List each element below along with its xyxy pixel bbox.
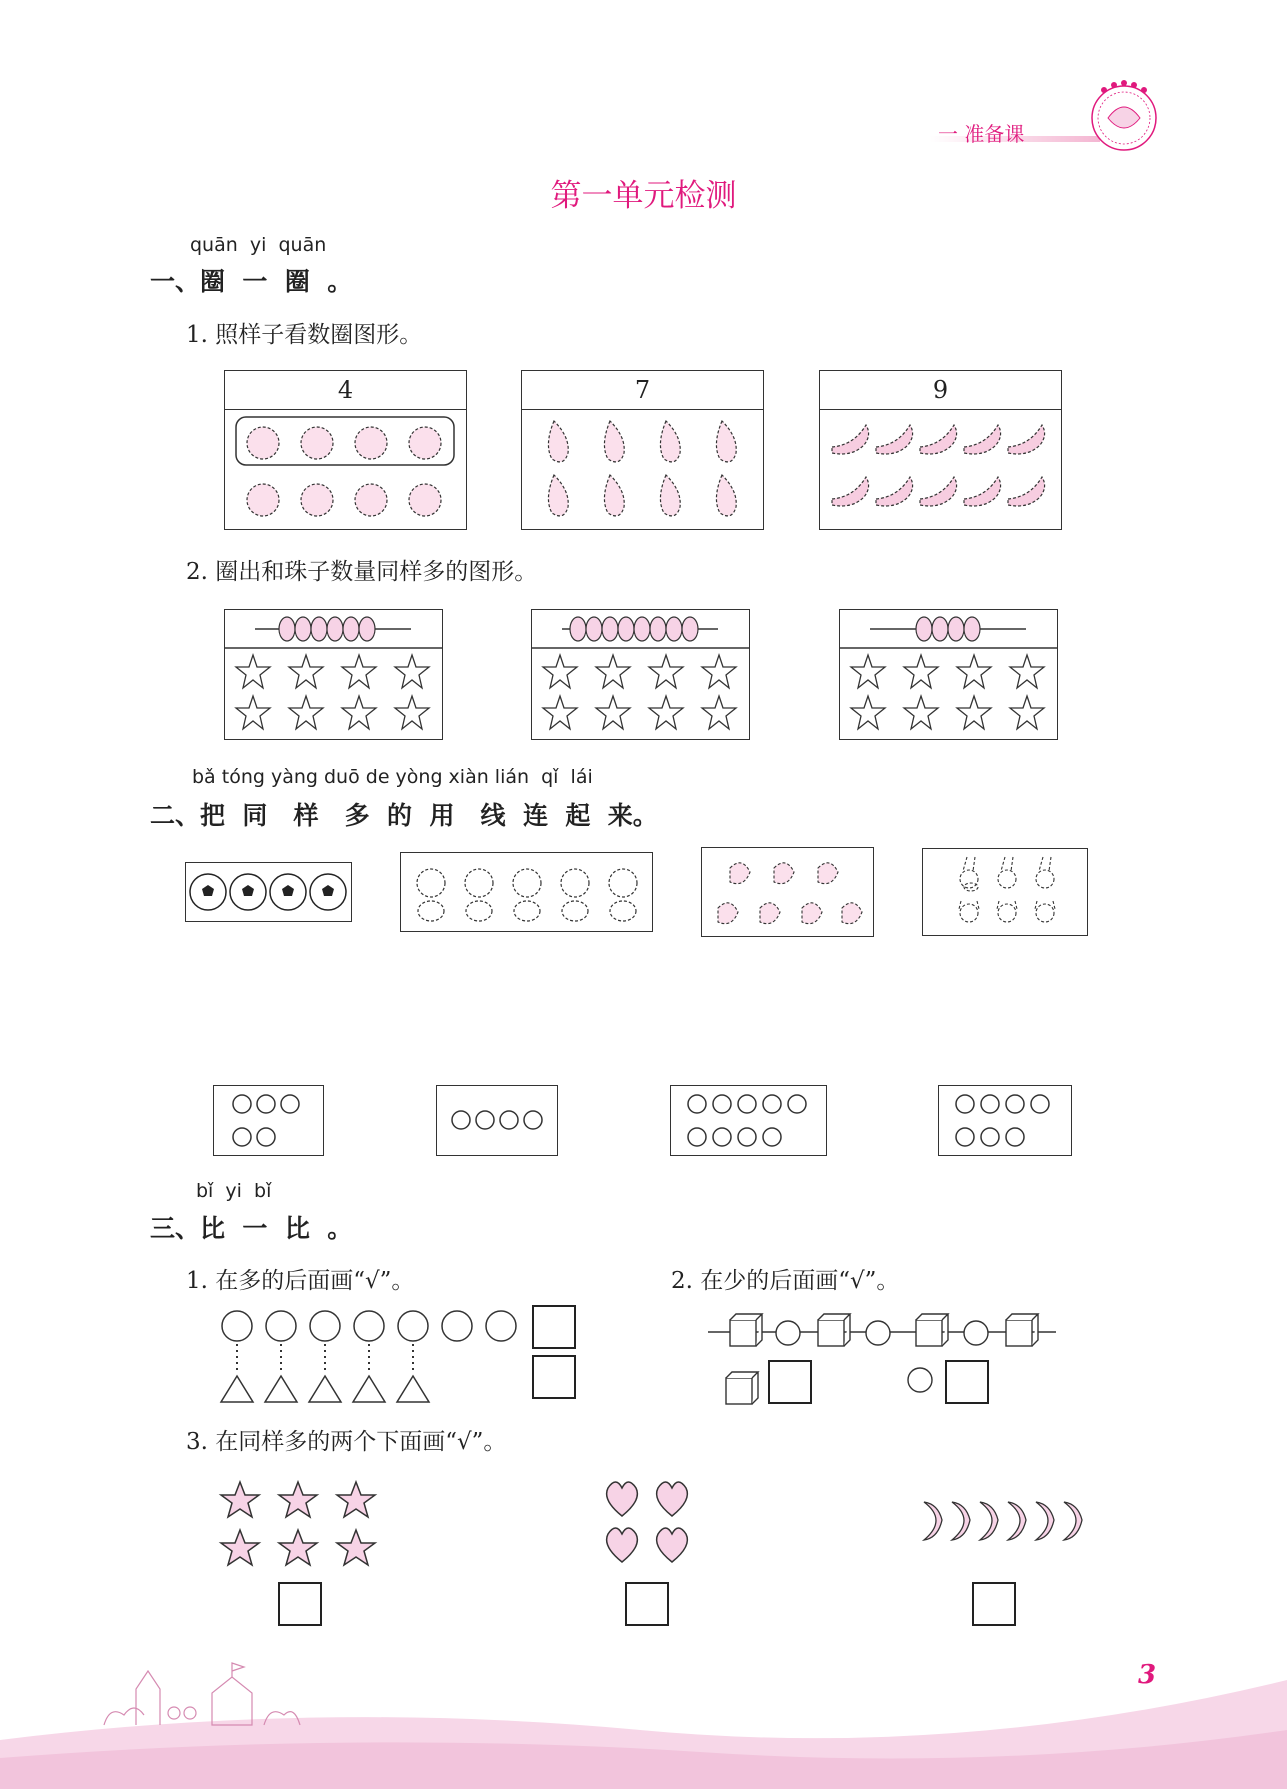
section2-pinyin: bǎ tóng yàng duō de yòng xiàn lián qǐ lái xyxy=(192,766,593,788)
section3-heading: 三、比 一 比 。 xyxy=(150,1214,353,1243)
circles-box-5[interactable] xyxy=(213,1085,324,1156)
circle-marks xyxy=(437,1086,557,1155)
section1-pinyin: quān yi quān xyxy=(190,234,327,256)
section2-heading: 二、把 同 样 多 的 用 线 连 起 来。 xyxy=(150,801,658,830)
pear-panel xyxy=(521,370,764,530)
circle-marks xyxy=(671,1086,826,1155)
rabbit-icons xyxy=(923,849,1087,935)
circle-marks xyxy=(214,1086,323,1155)
panel-number: 9 xyxy=(820,371,1061,410)
section-label: 一 准备课 xyxy=(938,122,1025,146)
apple-icons[interactable] xyxy=(225,411,466,529)
rabbit-box[interactable] xyxy=(922,848,1088,936)
star-icons xyxy=(851,655,1044,729)
pear-icons[interactable] xyxy=(522,411,763,529)
section1-q2-text: 2. 圈出和珠子数量同样多的图形。 xyxy=(186,559,538,585)
moons-checkbox[interactable] xyxy=(972,1582,1016,1626)
bead-panel-8 xyxy=(531,609,750,740)
pink-hearts xyxy=(602,1476,694,1564)
squirrel-box[interactable] xyxy=(701,847,874,937)
panel-number: 7 xyxy=(522,371,763,410)
page-title: 第一单元检测 xyxy=(550,178,737,214)
bead-panel-4 xyxy=(839,609,1058,740)
more-triangles-checkbox[interactable] xyxy=(532,1355,576,1399)
circles-box-4[interactable] xyxy=(436,1085,558,1156)
puppy-box[interactable] xyxy=(400,852,653,932)
circle-marks xyxy=(939,1086,1071,1155)
circles-triangles-compare xyxy=(215,1308,525,1408)
circles-box-9[interactable] xyxy=(670,1085,827,1156)
fewer-balls-checkbox[interactable] xyxy=(945,1360,989,1404)
section1-q1-text: 1. 照样子看数圈图形。 xyxy=(186,322,423,348)
hearts-checkbox[interactable] xyxy=(625,1582,669,1626)
section3-pinyin: bǐ yi bǐ xyxy=(196,1180,272,1202)
castle-doodle-icon xyxy=(100,1655,330,1730)
bead-panel-6 xyxy=(224,609,443,740)
section1-heading: 一、圈 一 圈 。 xyxy=(150,267,353,296)
section3-q3-text: 3. 在同样多的两个下面画“√”。 xyxy=(186,1429,507,1455)
section3-q1-text: 1. 在多的后面画“√”。 xyxy=(186,1268,415,1294)
circles-box-7[interactable] xyxy=(938,1085,1072,1156)
soccer-ball-icons xyxy=(186,863,351,921)
beads-6 xyxy=(225,610,442,739)
beads-8 xyxy=(532,610,749,739)
stars-checkbox[interactable] xyxy=(278,1582,322,1626)
soccer-ball-box[interactable] xyxy=(185,862,352,922)
brand-seal-icon xyxy=(1086,78,1162,154)
star-icons xyxy=(543,655,736,729)
pink-stars xyxy=(220,1480,380,1570)
panel-number: 4 xyxy=(225,371,466,410)
banana-icons[interactable] xyxy=(820,411,1061,529)
star-icons xyxy=(236,655,429,729)
beads-4 xyxy=(840,610,1057,739)
puppy-icons xyxy=(401,853,652,931)
page-number: 3 xyxy=(1138,1660,1157,1690)
fewer-cubes-checkbox[interactable] xyxy=(768,1360,812,1404)
pink-moons xyxy=(918,1498,1108,1544)
more-circles-checkbox[interactable] xyxy=(532,1305,576,1349)
squirrel-icons xyxy=(702,848,873,936)
section3-q2-text: 2. 在少的后面画“√”。 xyxy=(671,1268,900,1294)
cubes-balls-string xyxy=(708,1312,1058,1422)
banana-panel xyxy=(819,370,1062,530)
apple-panel xyxy=(224,370,467,530)
